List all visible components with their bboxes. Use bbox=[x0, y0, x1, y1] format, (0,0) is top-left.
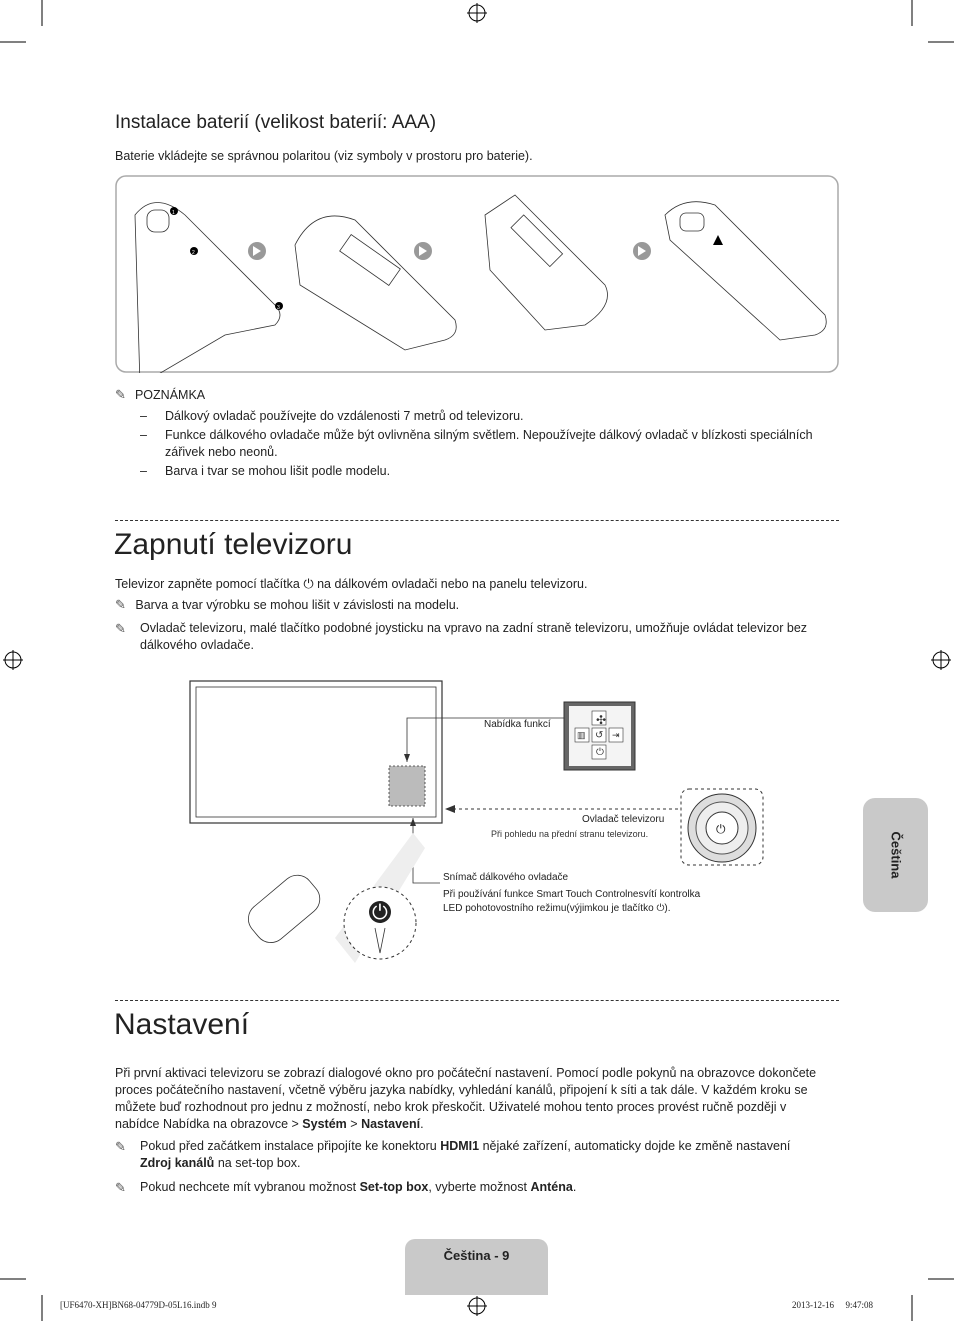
sensor-desc: Při používání funkce Smart Touch Controlnesvítí kontrolka LED pohotovostního režimu(výjimkou je tlačítko ⏻). bbox=[443, 889, 701, 914]
note-pencil-icon: ✎ bbox=[115, 1180, 126, 1195]
menu-joystick-icon: ✣ bbox=[596, 713, 607, 727]
setup-note-1: Pokud před začátkem instalace připojíte ke konektoru HDMI1 nějaké zařízení, automaticky dojde ke změně nastavení Zdroj kanálů na set-top box. bbox=[140, 1139, 791, 1170]
battery-intro: Baterie vkládejte se správnou polaritou (viz symboly v prostoru pro baterie). bbox=[115, 149, 533, 163]
controller-label: Ovladač televizoru bbox=[582, 814, 665, 825]
note-pencil-icon: ✎ bbox=[115, 621, 126, 636]
controller-desc: Při pohledu na přední stranu televizoru. bbox=[491, 829, 649, 839]
list-item: – Dálkový ovladač používejte do vzdálenosti 7 metrů od televizoru. bbox=[140, 409, 524, 423]
registration-mark-bottom bbox=[467, 1296, 487, 1316]
section-divider bbox=[115, 1000, 839, 1001]
setup-note-2: Pokud nechcete mít vybranou možnost Set-top box, vyberte možnost Anténa. bbox=[140, 1180, 577, 1194]
list-item: – Barva i tvar se mohou lišit podle modelu. bbox=[140, 464, 391, 478]
tv-controller-area bbox=[389, 766, 425, 806]
battery-title: Instalace baterií (velikost baterií: AAA) bbox=[115, 112, 437, 133]
sensor-label: Snímač dálkového ovladače bbox=[443, 872, 569, 883]
power-icon: ⏻ bbox=[303, 576, 314, 591]
page-number-tab bbox=[405, 1239, 548, 1295]
controller-power-icon: ⏻ bbox=[716, 822, 726, 836]
function-menu-label: Nabídka funkcí bbox=[484, 719, 551, 730]
note-pencil-icon: ✎ bbox=[115, 597, 126, 612]
step-2-number: 2 bbox=[192, 250, 195, 256]
power-icon: ⏻ bbox=[596, 747, 604, 758]
language-side-tab bbox=[863, 798, 928, 912]
power-icon: ⏻ bbox=[656, 903, 665, 914]
return-icon: ↺ bbox=[595, 730, 604, 741]
power-title: Zapnutí televizoru bbox=[114, 528, 353, 561]
source-icon: ⇥ bbox=[612, 730, 620, 740]
step-3-number: 3 bbox=[277, 305, 280, 311]
power-note-1: Barva a tvar výrobku se mohou lišit v závislosti na modelu. bbox=[135, 598, 460, 612]
footer-file: [UF6470-XH]BN68-04779D-05L16.indb 9 bbox=[60, 1300, 217, 1310]
power-intro: Televizor zapněte pomocí tlačítka ⏻ na dálkovém ovladači nebo na panelu televizoru. bbox=[115, 576, 588, 591]
page-number: Čeština - 9 bbox=[443, 1248, 510, 1263]
channel-list-icon: ▥ bbox=[577, 730, 586, 740]
setup-title: Nastavení bbox=[114, 1008, 250, 1041]
power-icon: ⏻ bbox=[372, 902, 388, 924]
battery-illustration bbox=[115, 175, 839, 373]
note-pencil-icon: ✎ bbox=[115, 387, 126, 402]
list-item: – Funkce dálkového ovladače může být ovlivněna silným světlem. Nepoužívejte dálkový ovladač v blízkosti speciálních zářivek nebo neonů. bbox=[140, 428, 813, 459]
setup-paragraph: Při první aktivaci televizoru se zobrazí dialogové okno pro počáteční nastavení. Pomocí podle pokynů na obrazovce dokončete proces počátečního nastavení, včetně výběru jazyka nabídky, vyhledání kanálů, připojení k síti a tak dále. V každém kroku se můžete buď rozhodnout pro jednu z možností, nebo krok přeskočit. Uživatelé mohou tento proces provést ručně později v nabídce Nabídka na obrazovce > Systém > Nastavení. bbox=[115, 1066, 817, 1131]
registration-mark-right bbox=[931, 650, 951, 670]
note-header: POZNÁMKA bbox=[134, 388, 206, 402]
power-note-2: Ovladač televizoru, malé tlačítko podobné joysticku na vpravo na zadní straně televizoru, umožňuje ovládat televizor bez dálkového ovladače. bbox=[140, 621, 808, 652]
note-pencil-icon: ✎ bbox=[115, 1139, 126, 1154]
registration-mark-left bbox=[3, 650, 23, 670]
section-divider bbox=[115, 520, 839, 521]
side-tab-label: Čeština bbox=[888, 831, 904, 879]
battery-notes bbox=[140, 408, 820, 480]
footer-datetime: 2013-12-16   9:47:08 bbox=[792, 1300, 873, 1310]
registration-mark-top bbox=[467, 3, 487, 23]
remote-control bbox=[242, 869, 326, 949]
step-1-number: 1 bbox=[172, 210, 175, 216]
